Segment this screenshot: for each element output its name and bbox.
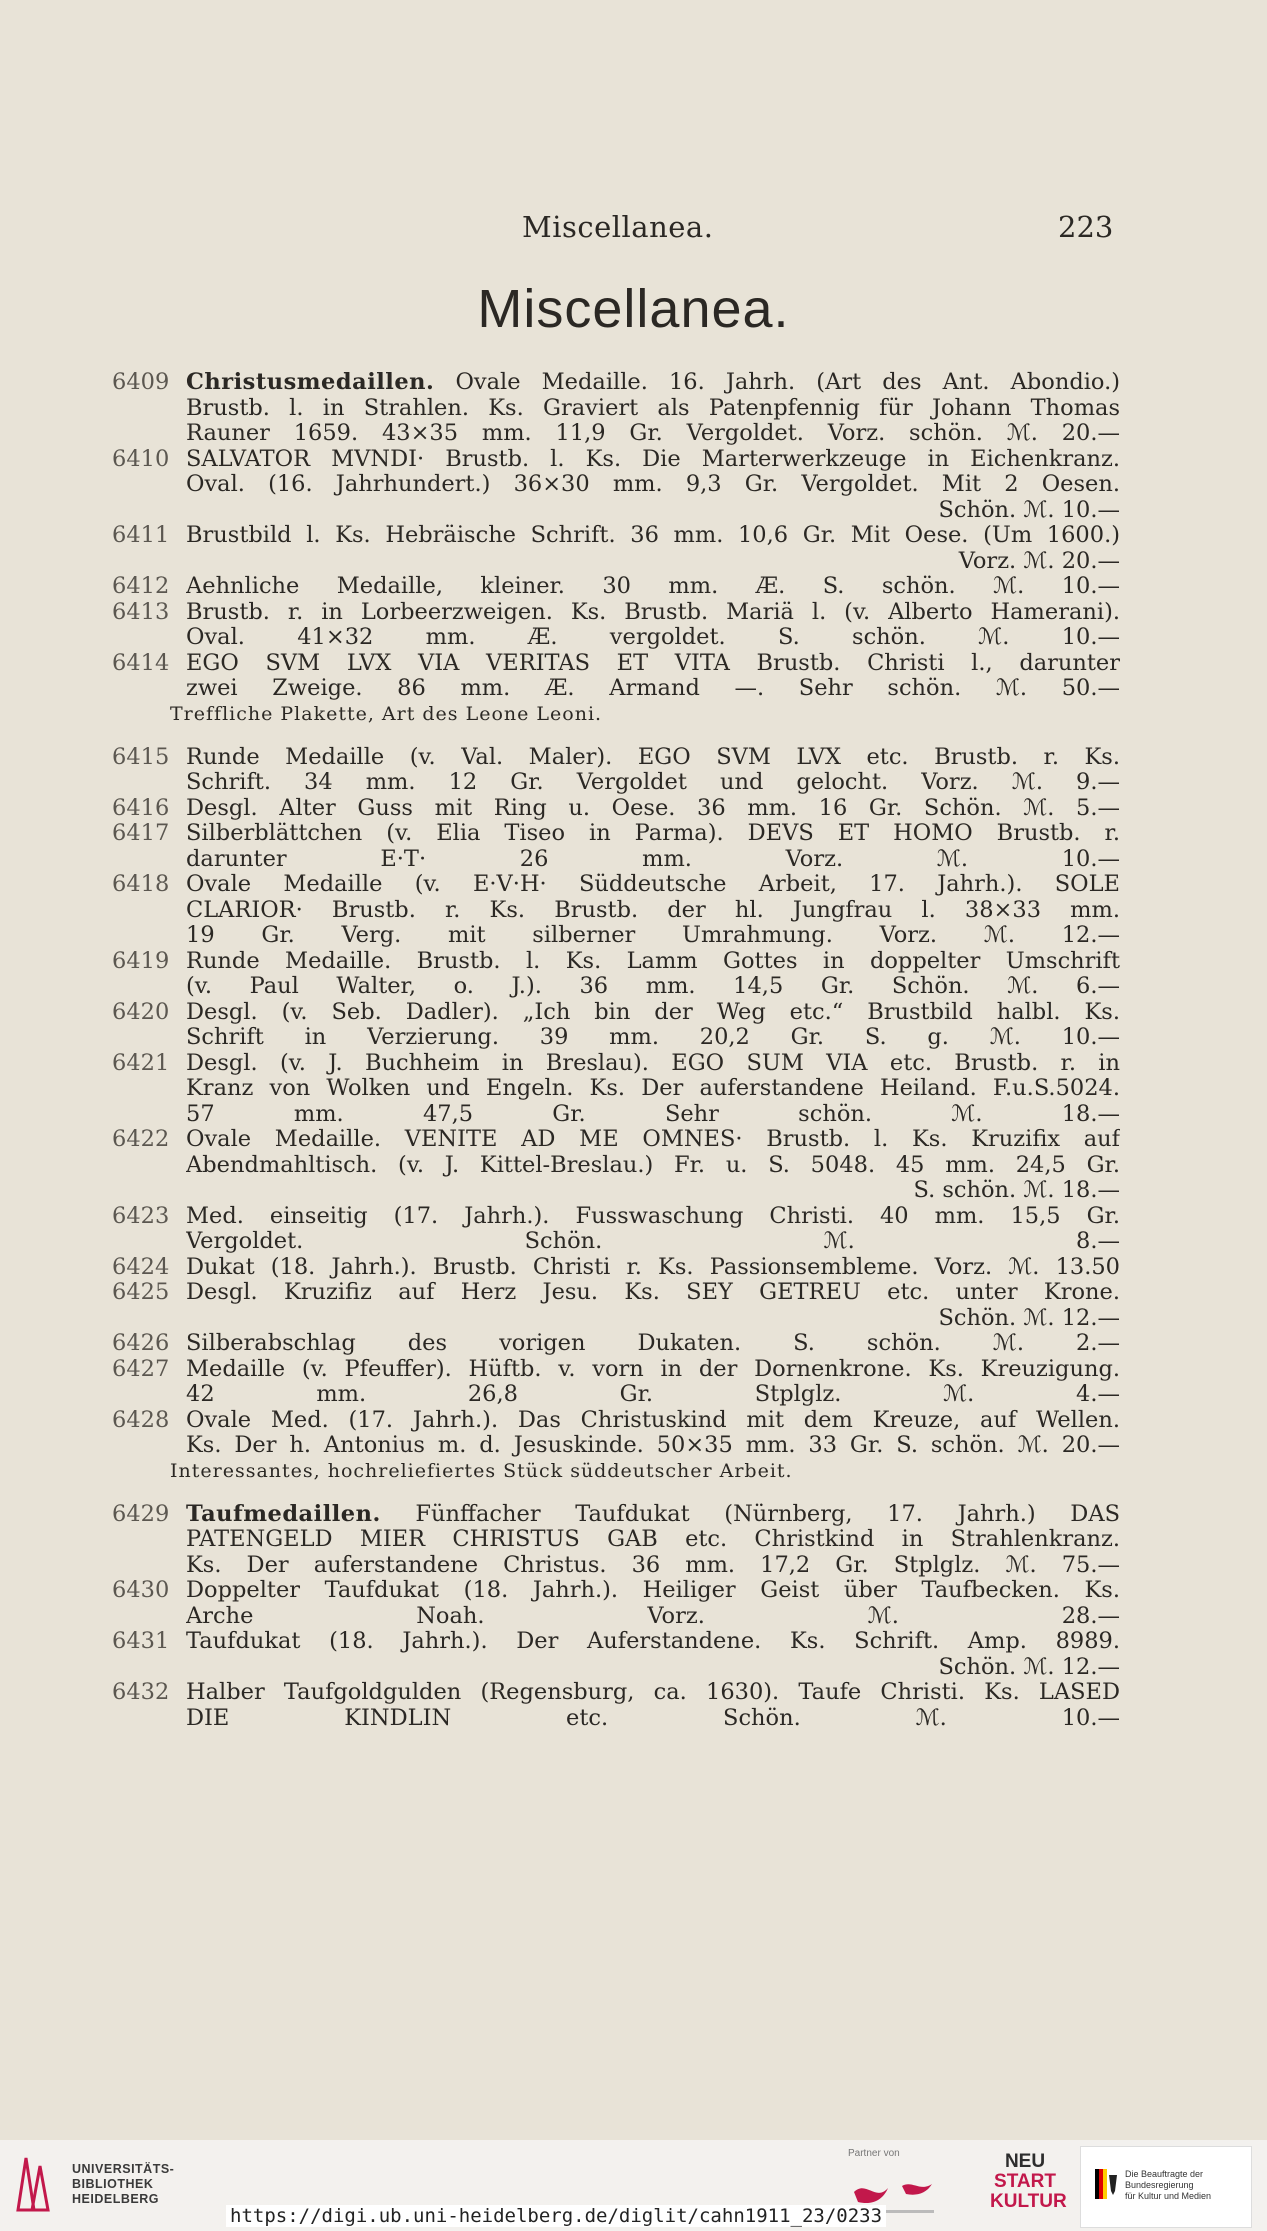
catalog-entry: [112, 370, 1120, 447]
catalog-entry: [112, 1680, 1120, 1731]
catalog-entry: [112, 574, 1120, 600]
catalog-entry: [112, 1127, 1120, 1204]
catalog-entry: [112, 1629, 1120, 1680]
page-url[interactable]: https://digi.ub.uni-heidelberg.de/diglit/cahn1911_23/0233: [226, 2205, 886, 2227]
entry-number: 6416: [112, 794, 170, 821]
entry-line: Dukat (18. Jahrh.). Brustb. Christi r. Ks. Passionsembleme. Vorz. ℳ. 13.50: [186, 1254, 1120, 1280]
bkm-line: für Kultur und Medien: [1125, 2191, 1212, 2201]
entry-line: Ovale Medaille (v. E·V·H· Süddeutsche Arbeit, 17. Jahrh.). SOLE: [186, 872, 1120, 897]
catalog-entry: [112, 745, 1120, 796]
entry-line: Desgl. Kruzifiz auf Herz Jesu. Ks. SEY GETREU etc. unter Krone.: [186, 1280, 1120, 1305]
entry-line: Ks. Der h. Antonius m. d. Jesuskinde. 50×35 mm. 33 Gr. S. schön. ℳ. 20.—: [186, 1433, 1120, 1458]
entry-text: Fünffacher Taufdukat (Nürnberg, 17. Jahrh.) DAS: [415, 1501, 1120, 1527]
entry-number: 6418: [112, 871, 170, 897]
entry-number: 6411: [112, 522, 170, 548]
federal-eagle-icon: [1095, 2169, 1119, 2199]
catalog-entry: [112, 1255, 1120, 1281]
catalog-entries: [112, 370, 1120, 1731]
entry-number: 6429: [112, 1500, 170, 1527]
entry-line: Ovale Med. (17. Jahrh.). Das Christuskind mit dem Kreuze, auf Wellen.: [186, 1407, 1120, 1433]
entry-section-heading: Taufmedaillen.: [186, 1501, 381, 1527]
entry-line: Brustbild l. Ks. Hebräische Schrift. 36 mm. 10,6 Gr. Mit Oese. (Um 1600.): [186, 523, 1120, 548]
entry-number: 6415: [112, 743, 170, 770]
entry-line: 57 mm. 47,5 Gr. Sehr schön. ℳ. 18.—: [186, 1101, 1120, 1127]
entry-spacer: [112, 1492, 1120, 1502]
neustart-line: START: [994, 2171, 1056, 2192]
entry-section-heading: Christusmedaillen.: [186, 370, 435, 395]
library-line: HEIDELBERG: [72, 2192, 159, 2206]
entry-number: 6419: [112, 947, 170, 974]
entry-line: CLARIOR· Brustb. r. Ks. Brustb. der hl. Jungfrau l. 38×33 mm.: [186, 897, 1120, 923]
entry-note: Interessantes, hochreliefiertes Stück süddeutscher Arbeit.: [170, 1459, 793, 1482]
entry-line: Runde Medaille. Brustb. l. Ks. Lamm Gottes in doppelter Umschrift: [186, 948, 1120, 974]
catalog-entry: [112, 523, 1120, 574]
catalog-entry: [112, 949, 1120, 1000]
entry-line: darunter E·T· 26 mm. Vorz. ℳ. 10.—: [186, 846, 1120, 872]
entry-number: 6421: [112, 1049, 170, 1076]
catalog-entry: [112, 1408, 1120, 1459]
entry-number: 6414: [112, 649, 170, 676]
entry-line: DIE KINDLIN etc. Schön. ℳ. 10.—: [186, 1705, 1120, 1731]
catalog-entry: [112, 1280, 1120, 1331]
entry-number: 6412: [112, 573, 170, 599]
entry-line: Desgl. (v. J. Buchheim in Breslau). EGO SUM VIA etc. Brustb. r. in: [186, 1050, 1120, 1076]
entry-line: Oval. 41×32 mm. Æ. vergoldet. S. schön. ℳ. 10.—: [186, 625, 1120, 650]
entry-number: 6424: [112, 1253, 170, 1280]
entry-line: Rauner 1659. 43×35 mm. 11,9 Gr. Vergoldet. Vorz. schön. ℳ. 20.—: [186, 421, 1120, 446]
entry-number: 6413: [112, 598, 170, 625]
entry-number: 6426: [112, 1330, 170, 1356]
entry-number: 6417: [112, 820, 170, 846]
entry-line: Ks. Der auferstandene Christus. 36 mm. 17,2 Gr. Stplglz. ℳ. 75.—: [186, 1552, 1120, 1578]
catalog-entry: [112, 796, 1120, 822]
bkm-text: [1125, 2169, 1251, 2202]
entry-line: Taufdukat (18. Jahrh.). Der Auferstandene. Ks. Schrift. Amp. 8989.: [186, 1629, 1120, 1654]
entry-number: 6423: [112, 1202, 170, 1229]
bkm-line: Die Beauftragte der Bundesregierung: [1125, 2169, 1204, 2190]
entry-line: Arche Noah. Vorz. ℳ. 28.—: [186, 1603, 1120, 1629]
entry-line: Runde Medaille (v. Val. Maler). EGO SVM LVX etc. Brustb. r. Ks.: [186, 744, 1120, 770]
entry-line: Desgl. Alter Guss mit Ring u. Oese. 36 mm. 16 Gr. Schön. ℳ. 5.—: [186, 795, 1120, 821]
page-title: Miscellanea.: [477, 279, 790, 339]
entry-line: PATENGELD MIER CHRISTUS GAB etc. Christkind in Strahlenkranz.: [186, 1527, 1120, 1552]
entry-line: S. schön. ℳ. 18.—: [913, 1178, 1120, 1203]
catalog-entry: [112, 1357, 1120, 1408]
entry-number: 6430: [112, 1577, 170, 1603]
entry-line: Schön. ℳ. 12.—: [938, 1654, 1120, 1680]
entry-line: [186, 1502, 1120, 1528]
catalog-entry: [112, 1331, 1120, 1357]
catalog-entry: [112, 447, 1120, 524]
entry-number: 6428: [112, 1406, 170, 1433]
library-line: UNIVERSITÄTS-: [72, 2162, 175, 2176]
entry-line: Schrift. 34 mm. 12 Gr. Vergoldet und gelocht. Vorz. ℳ. 9.—: [186, 770, 1120, 795]
running-head: [0, 210, 1267, 250]
entry-number: 6422: [112, 1126, 170, 1152]
entry-number: 6409: [112, 369, 170, 395]
entry-line: Aehnliche Medaille, kleiner. 30 mm. Æ. S. schön. ℳ. 10.—: [186, 574, 1120, 599]
entry-line: Vergoldet. Schön. ℳ. 8.—: [186, 1229, 1120, 1254]
entry-line: SALVATOR MVNDI· Brustb. l. Ks. Die Marterwerkzeuge in Eichenkranz.: [186, 446, 1120, 472]
neustart-line: KULTUR: [990, 2191, 1067, 2212]
entry-line: Vorz. ℳ. 20.—: [958, 548, 1120, 574]
entry-line: 19 Gr. Verg. mit silberner Umrahmung. Vorz. ℳ. 12.—: [186, 923, 1120, 948]
entry-line: Schrift in Verzierung. 39 mm. 20,2 Gr. S. g. ℳ. 10.—: [186, 1025, 1120, 1050]
entry-line: Kranz von Wolken und Engeln. Ks. Der auferstandene Heiland. F.u.S.5024.: [186, 1076, 1120, 1101]
entry-line: zwei Zweige. 86 mm. Æ. Armand —. Sehr schön. ℳ. 50.—: [186, 676, 1120, 701]
entry-line: Schön. ℳ. 12.—: [938, 1305, 1120, 1331]
entry-number: 6432: [112, 1679, 170, 1705]
entry-line: (v. Paul Walter, o. J.). 36 mm. 14,5 Gr. Schön. ℳ. 6.—: [186, 974, 1120, 999]
entry-line: Brustb. r. in Lorbeerzweigen. Ks. Brustb. Mariä l. (v. Alberto Hamerani).: [186, 599, 1120, 625]
entry-line: [186, 370, 1120, 396]
catalog-entry: [112, 872, 1120, 949]
entry-line: EGO SVM LVX VIA VERITAS ET VITA Brustb. Christi l., darunter: [186, 650, 1120, 676]
entry-note: Treffliche Plakette, Art des Leone Leoni.: [170, 702, 603, 725]
catalog-entry: [112, 1204, 1120, 1255]
catalog-entry: [112, 1051, 1120, 1128]
catalog-entry: [112, 651, 1120, 702]
entry-text: Ovale Medaille. 16. Jahrh. (Art des Ant. Abondio.): [455, 370, 1120, 395]
entry-line: Oval. (16. Jahrhundert.) 36×30 mm. 9,3 Gr. Vergoldet. Mit 2 Oesen.: [186, 472, 1120, 497]
university-library-logo-icon[interactable]: [14, 2152, 54, 2214]
entry-spacer: [112, 735, 1120, 745]
page-number: 223: [1058, 210, 1114, 244]
entry-number: 6410: [112, 445, 170, 472]
catalog-entry: [112, 821, 1120, 872]
entry-number: 6427: [112, 1355, 170, 1382]
entry-line: Silberabschlag des vorigen Dukaten. S. schön. ℳ. 2.—: [186, 1331, 1120, 1356]
entry-line: Med. einseitig (17. Jahrh.). Fusswaschung Christi. 40 mm. 15,5 Gr.: [186, 1203, 1120, 1229]
entry-number: 6420: [112, 998, 170, 1025]
entry-number: 6425: [112, 1279, 170, 1305]
entry-line: 42 mm. 26,8 Gr. Stplglz. ℳ. 4.—: [186, 1382, 1120, 1407]
entry-line: Doppelter Taufdukat (18. Jahrh.). Heiliger Geist über Taufbecken. Ks.: [186, 1578, 1120, 1603]
entry-line: Brustb. l. in Strahlen. Ks. Graviert als Patenpfennig für Johann Thomas: [186, 395, 1120, 421]
bkm-logo[interactable]: [1080, 2146, 1252, 2228]
library-line: BIBLIOTHEK: [72, 2177, 154, 2191]
university-library-name[interactable]: [72, 2162, 174, 2207]
entry-line: Silberblättchen (v. Elia Tiseo in Parma). DEVS ET HOMO Brustb. r.: [186, 821, 1120, 846]
entry-number: 6431: [112, 1628, 170, 1654]
catalog-entry: [112, 600, 1120, 651]
neustart-kultur-logo[interactable]: [990, 2151, 1067, 2212]
entry-line: Desgl. (v. Seb. Dadler). „Ich bin der Weg etc.“ Brustbild halbl. Ks.: [186, 999, 1120, 1025]
entry-line: Medaille (v. Pfeuffer). Hüftb. v. vorn in der Dornenkrone. Ks. Kreuzigung.: [186, 1356, 1120, 1382]
entry-line: Halber Taufgoldgulden (Regensburg, ca. 1630). Taufe Christi. Ks. LASED: [186, 1680, 1120, 1705]
running-head-title: Miscellanea.: [522, 210, 714, 244]
entry-line: Schön. ℳ. 10.—: [938, 497, 1120, 523]
partner-label: Partner von: [848, 2148, 900, 2159]
entry-line: Ovale Medaille. VENITE AD ME OMNES· Brustb. l. Ks. Kruzifix auf: [186, 1127, 1120, 1152]
entry-line: Abendmahltisch. (v. J. Kittel-Breslau.) Fr. u. S. 5048. 45 mm. 24,5 Gr.: [186, 1152, 1120, 1178]
catalog-entry: [112, 1578, 1120, 1629]
catalog-entry: [112, 1502, 1120, 1579]
neustart-line: NEU: [1004, 2151, 1046, 2172]
catalog-entry: [112, 1000, 1120, 1051]
